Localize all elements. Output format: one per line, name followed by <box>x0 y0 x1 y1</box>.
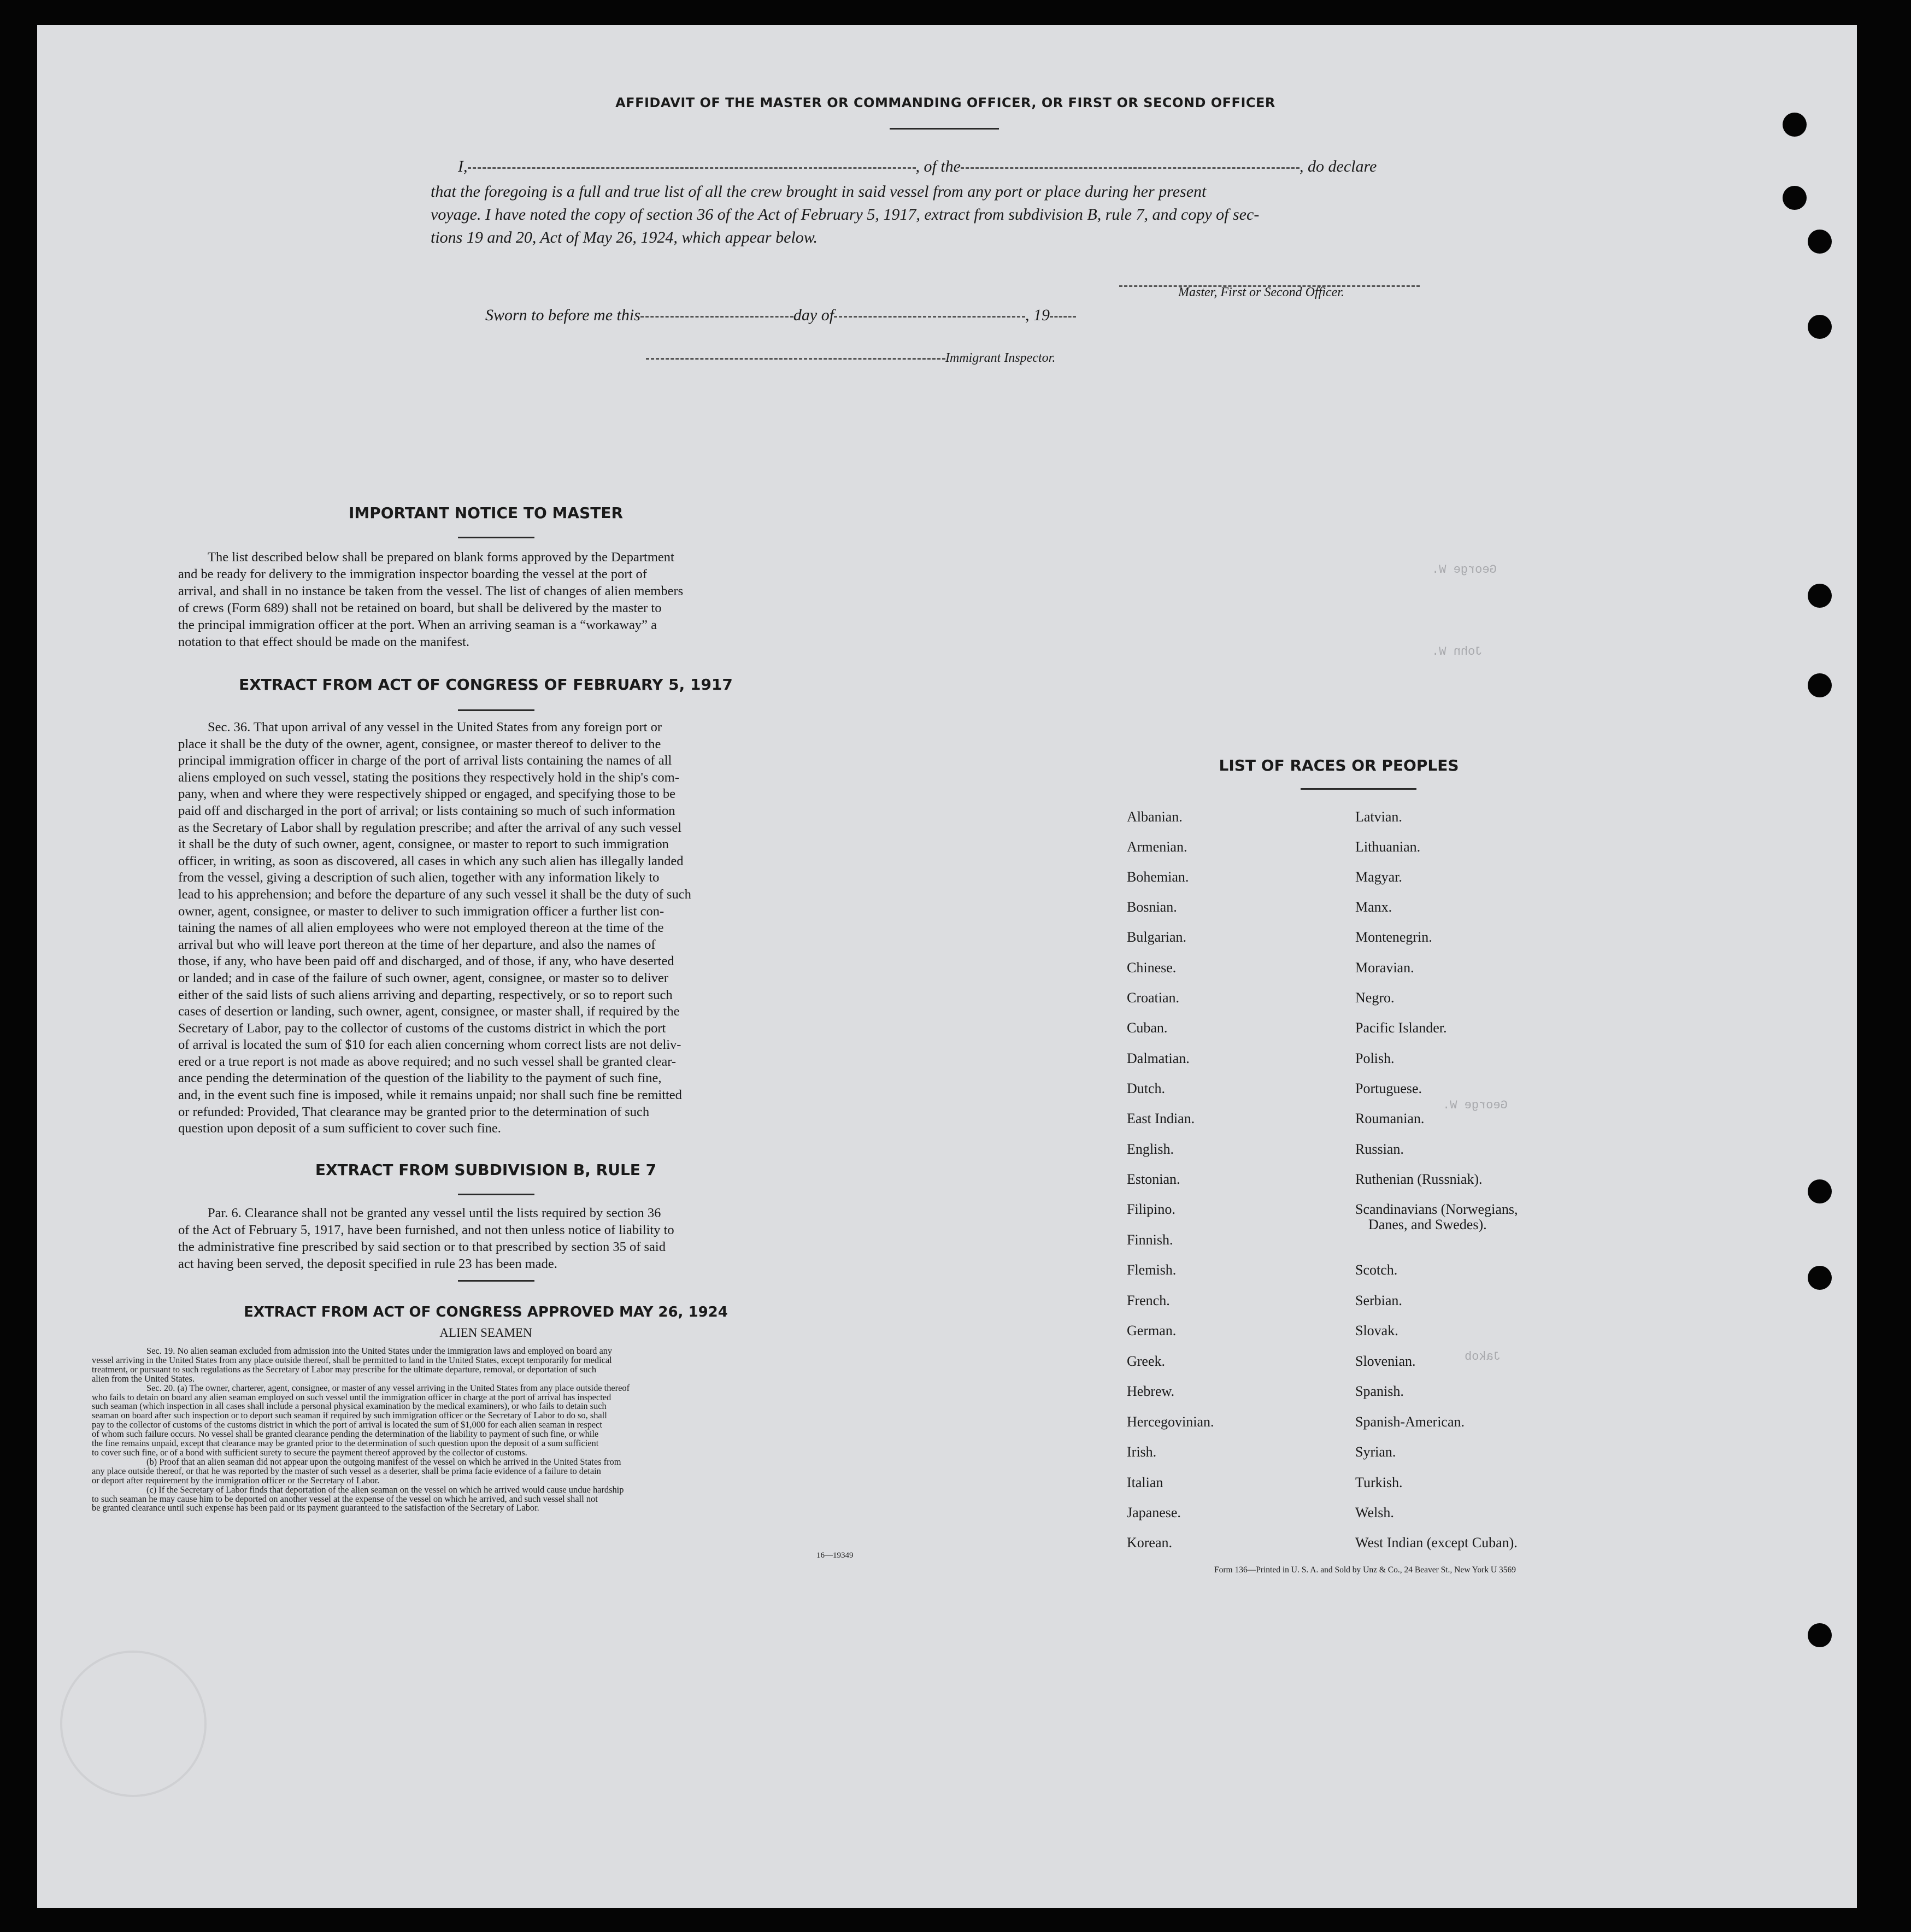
extract-1917-heading: EXTRACT FROM ACT OF CONGRESS OF FEBRUARY 5, 1917 <box>239 676 733 694</box>
race-item: Danes, and Swedes). <box>1368 1217 1487 1232</box>
extract-1917-line: pany, when and where they were respectively shipped or engaged, and specifying those to be <box>178 786 676 802</box>
binder-hole <box>1808 1623 1832 1647</box>
extract-1924-line: any place outside thereof, or that he was reported by the master of such vessel as a deserter, shall be prima facie evidence of a failure to detain <box>92 1465 601 1476</box>
extract-1917-line: officer, in writing, as soon as discovered, all cases in which any such alien has illegally landed <box>178 853 684 868</box>
race-item: Scandinavians (Norwegians, <box>1355 1201 1518 1217</box>
extract-1917-line: taining the names of all alien employees who were not employed thereon at the time of the <box>178 920 664 936</box>
binder-hole <box>1808 1266 1832 1290</box>
race-item: Scotch. <box>1355 1262 1398 1278</box>
extract-1924-line: pay to the collector of customs of the customs district in which the port of arrival is located the sum of $1,000 for each alien seaman in respect <box>92 1419 602 1430</box>
notice-rule <box>458 537 534 538</box>
extract-1924-body <box>92 1347 877 1513</box>
extract-1924-line: (c) If the Secretary of Labor finds that deportation of the alien seaman on the vessel on which he arrived would cause undue hardship <box>146 1484 624 1495</box>
race-item: Russian. <box>1355 1141 1404 1157</box>
race-item: Filipino. <box>1127 1201 1175 1217</box>
extract-1924-line: to cover such fine, or of a bond with sufficient surety to secure the payment thereof approved by the collector of customs. <box>92 1447 527 1458</box>
race-item: Hebrew. <box>1127 1383 1175 1399</box>
notice-line: arrival, and shall in no instance be taken from the vessel. The list of changes of alien members <box>178 584 684 598</box>
embossed-seal <box>60 1651 207 1797</box>
extract-1924-line: seaman on board after such inspection or to deport such seaman if required by such immigration officer or the Secretary of Labor to do so, shall <box>92 1410 607 1421</box>
race-item: Flemish. <box>1127 1262 1177 1278</box>
race-item: Chinese. <box>1127 960 1177 976</box>
rule7-line: act having been served, the deposit specified in rule 23 has been made. <box>178 1256 557 1271</box>
race-item: Manx. <box>1355 899 1392 915</box>
race-item: German. <box>1127 1323 1177 1338</box>
race-item: Armenian. <box>1127 839 1187 855</box>
inspector-caption: Immigrant Inspector. <box>945 351 1056 365</box>
race-item: Hercegovinian. <box>1127 1414 1214 1430</box>
extract-1917-line: cases of desertion or landing, such owner, agent, consignee, or master shall, if required by the <box>178 1004 680 1019</box>
rule7-line: of the Act of February 5, 1917, have been furnished, and not then unless notice of liability to <box>178 1223 674 1237</box>
extract-1917-line: arrival but who will leave port thereon at the time of her departure, and also the names of <box>178 937 656 952</box>
races-footer: Form 136—Printed in U. S. A. and Sold by Unz & Co., 24 Beaver St., New York U 3569 <box>1214 1565 1516 1575</box>
extract-1917-line: and, in the event such fine is imposed, while it remains unpaid; nor shall such fine be remitted <box>178 1088 682 1103</box>
notice-line: and be ready for delivery to the immigration inspector boarding the vessel at the port of <box>178 567 647 582</box>
race-item: Greek. <box>1127 1353 1166 1369</box>
extract-1917-line: lead to his apprehension; and before the departure of any such vessel it shall be the duty of such <box>178 886 691 902</box>
signature-caption: Master, First or Second Officer. <box>1178 285 1344 300</box>
extract-1924-line: to such seaman he may cause him to be deported on another vessel at the expense of the vessel on which he arrived, and such vessel shall not <box>92 1493 598 1504</box>
inspector-line <box>646 351 1055 366</box>
races-rule <box>1301 788 1416 790</box>
affidavit-i: I, <box>458 157 468 175</box>
extract-1924-line: of whom such failure occurs. No vessel shall be granted clearance pending the determination of the liability to payment of such fine, or while <box>92 1429 599 1440</box>
sworn-date-blank <box>640 316 793 318</box>
bleed-through-mark: John W. <box>1432 645 1483 659</box>
notice-line: notation to that effect should be made on the manifest. <box>178 635 469 649</box>
race-item: Montenegrin. <box>1355 929 1432 945</box>
race-item: Japanese. <box>1127 1505 1181 1520</box>
race-item: Dutch. <box>1127 1080 1166 1096</box>
binder-hole <box>1783 186 1807 210</box>
extract-1917-line: of arrival is located the sum of $10 for each alien concerning whom correct lists are not deliv- <box>178 1037 681 1053</box>
rule7-heading: EXTRACT FROM SUBDIVISION B, RULE 7 <box>315 1161 657 1179</box>
binder-hole <box>1808 315 1832 339</box>
extract-1917-line: or refunded: Provided, That clearance may be granted prior to the determination of such <box>178 1104 650 1119</box>
race-item: Cuban. <box>1127 1020 1168 1036</box>
race-item: Dalmatian. <box>1127 1050 1190 1066</box>
race-item: Negro. <box>1355 990 1395 1006</box>
sworn-month-blank <box>834 316 1025 318</box>
race-item: Bulgarian. <box>1127 929 1187 945</box>
extract-1917-line: paid off and discharged in the port of arrival; or lists containing so much of such information <box>178 803 675 818</box>
extract-1924-line: Sec. 19. No alien seaman excluded from admission into the United States under the immigration laws and employed on board any <box>146 1346 613 1356</box>
extract-1917-body <box>178 719 791 1137</box>
extract-1917-line: it shall be the duty of such owner, agent, consignee, or master to report to such immigration <box>178 837 669 852</box>
race-item: French. <box>1127 1293 1170 1308</box>
race-item: Pacific Islander. <box>1355 1020 1447 1036</box>
extract-1924-line: treatment, or pursuant to such regulations as the Secretary of Labor may prescribe for the ultimate departure, removal, or deportation of such <box>92 1364 597 1375</box>
races-heading: LIST OF RACES OR PEOPLES <box>1219 756 1459 774</box>
extract-1924-line: be granted clearance until such expense has been paid or its payment guaranteed to the satisfaction of the Secretary of Labor. <box>92 1502 539 1513</box>
race-item: Polish. <box>1355 1050 1395 1066</box>
notice-line: the principal immigration officer at the port. When an arriving seaman is a “workaway” a <box>178 618 657 632</box>
race-item: Spanish. <box>1355 1383 1404 1399</box>
name-blank <box>468 167 916 169</box>
race-item: Moravian. <box>1355 960 1414 976</box>
sworn-day: day of <box>793 306 834 324</box>
extract-1924-top-rule <box>458 1280 534 1282</box>
race-item: Magyar. <box>1355 869 1402 885</box>
sworn-year: , 19 <box>1025 306 1050 324</box>
extract-1924-line: Sec. 20. (a) The owner, charterer, agent, consignee, or master of any vessel arriving in the United States from any place outside thereof <box>146 1382 630 1393</box>
race-item: Estonian. <box>1127 1171 1180 1187</box>
binder-hole <box>1808 1179 1832 1203</box>
rule7-body <box>178 1205 791 1272</box>
race-item: Slovenian. <box>1355 1353 1416 1369</box>
inspector-blank <box>646 358 945 360</box>
race-item: Spanish-American. <box>1355 1414 1465 1430</box>
extract-1924-line: or deport after requirement by the immigration officer or the Secretary of Labor. <box>92 1475 380 1485</box>
rule7-rule <box>458 1194 534 1195</box>
extract-1924-subheading: ALIEN SEAMEN <box>439 1326 532 1340</box>
notice-line: of crews (Form 689) shall not be retained on board, but shall be delivered by the master to <box>178 601 662 615</box>
race-item: Lithuanian. <box>1355 839 1421 855</box>
extract-1917-rule <box>458 709 534 711</box>
race-item: Portuguese. <box>1355 1080 1422 1096</box>
sworn-line <box>485 306 1076 325</box>
race-item: Finnish. <box>1127 1232 1173 1248</box>
extract-1917-line: Secretary of Labor, pay to the collector of customs of the customs district in which the port <box>178 1020 666 1036</box>
binder-hole <box>1808 230 1832 254</box>
form-number: 16—19349 <box>816 1551 854 1560</box>
extract-1917-line: those, if any, who have been paid off and discharged, and of those, if any, who have deserted <box>178 954 674 969</box>
race-item: English. <box>1127 1141 1174 1157</box>
binder-hole <box>1808 673 1832 697</box>
extract-1924-line: vessel arriving in the United States from any place outside thereof, shall be permitted to land in the United States, except temporarily for medical <box>92 1354 612 1365</box>
extract-1917-line: as the Secretary of Labor shall by regulation prescribe; and after the arrival of any such vessel <box>178 820 682 835</box>
race-item: Bosnian. <box>1127 899 1177 915</box>
race-item: East Indian. <box>1127 1111 1195 1126</box>
notice-line: The list described below shall be prepared on blank forms approved by the Department <box>208 550 674 565</box>
extract-1917-line: principal immigration officer in charge of the port of arrival lists containing the names of all <box>178 753 672 768</box>
extract-1924-line: the fine remains unpaid, except that clearance may be granted prior to the determination of such question upon the deposit of a sum sufficient <box>92 1438 599 1449</box>
title-rule <box>890 128 999 130</box>
extract-1924-line: (b) Proof that an alien seaman did not appear upon the outgoing manifest of the vessel on which he arrived in the United States from <box>146 1456 621 1467</box>
extract-1917-line: or landed; and in case of the failure of such owner, agent, consignee, or master so to deliver <box>178 970 669 985</box>
race-item: Roumanian. <box>1355 1111 1425 1126</box>
vessel-blank <box>961 167 1300 169</box>
affidavit-line-1 <box>431 157 1453 176</box>
extract-1917-line: place it shall be the duty of the owner, agent, consignee, or master thereof to deliver to the <box>178 736 661 751</box>
notice-body <box>178 549 791 650</box>
race-item: Latvian. <box>1355 809 1402 825</box>
race-item: Bohemian. <box>1127 869 1189 885</box>
sworn-year-blank <box>1050 316 1076 318</box>
bleed-through-mark: George W. <box>1432 563 1497 577</box>
affidavit-line-4: tions 19 and 20, Act of May 26, 1924, which appear below. <box>431 228 818 246</box>
rule7-line: the administrative fine prescribed by said section or to that prescribed by section 35 of said <box>178 1240 666 1254</box>
affidavit-line-3: voyage. I have noted the copy of section 36 of the Act of February 5, 1917, extract from subdivision B, rule 7, and copy of sec- <box>431 205 1260 224</box>
extract-1917-line: ance pending the determination of the question of the liability to the payment of such fine, <box>178 1071 662 1086</box>
binder-hole <box>1808 584 1832 608</box>
extract-1917-line: from the vessel, giving a description of such alien, together with any information likely to <box>178 870 660 885</box>
sworn-prefix: Sworn to before me this <box>485 306 640 324</box>
race-item: Serbian. <box>1355 1293 1402 1308</box>
affidavit-title: AFFIDAVIT OF THE MASTER OR COMMANDING OFFICER, OR FIRST OR SECOND OFFICER <box>615 95 1275 110</box>
extract-1917-line: either of the said lists of such aliens arriving and departing, respectively, or so to report such <box>178 987 673 1002</box>
race-item: West Indian (except Cuban). <box>1355 1535 1518 1551</box>
race-item: Welsh. <box>1355 1505 1394 1520</box>
affidavit-of: , of the <box>915 157 961 175</box>
extract-1924-line: such seaman (which inspection in all cases shall include a personal physical examination by the medical examiners), or who fails to detain such <box>92 1401 607 1412</box>
rule7-line: Par. 6. Clearance shall not be granted any vessel until the lists required by section 36 <box>208 1206 661 1220</box>
extract-1917-line: Sec. 36. That upon arrival of any vessel in the United States from any foreign port or <box>208 720 662 735</box>
race-item: Italian <box>1127 1475 1163 1490</box>
race-item: Albanian. <box>1127 809 1183 825</box>
race-item: Slovak. <box>1355 1323 1398 1338</box>
extract-1924-line: who fails to detain on board any alien seaman employed on such vessel until the immigration officer in charge at the port of arrival has inspected <box>92 1391 611 1402</box>
race-item: Turkish. <box>1355 1475 1403 1490</box>
bleed-through-mark: George W. <box>1443 1099 1508 1112</box>
race-item: Croatian. <box>1127 990 1180 1006</box>
extract-1917-line: ered or a true report is not made as above required; and no such vessel shall be granted clear- <box>178 1054 677 1069</box>
race-item: Korean. <box>1127 1535 1173 1551</box>
affidavit-line-2: that the foregoing is a full and true list of all the crew brought in said vessel from any port or place during her present <box>431 183 1207 201</box>
bleed-through-mark: Jakob <box>1465 1350 1501 1364</box>
race-item: Irish. <box>1127 1444 1157 1460</box>
binder-hole <box>1783 113 1807 137</box>
extract-1917-line: question upon deposit of a sum sufficient to cover such fine. <box>178 1121 501 1136</box>
extract-1917-line: owner, agent, consignee, or master to deliver to such immigration officer a further list con- <box>178 903 665 919</box>
extract-1917-line: aliens employed on such vessel, stating the positions they respectively hold in the ship's com- <box>178 770 679 785</box>
notice-heading: IMPORTANT NOTICE TO MASTER <box>348 504 624 522</box>
extract-1924-heading: EXTRACT FROM ACT OF CONGRESS APPROVED MAY 26, 1924 <box>244 1304 728 1320</box>
affidavit-declare: , do declare <box>1300 157 1377 175</box>
race-item: Syrian. <box>1355 1444 1396 1460</box>
extract-1924-line: alien from the United States. <box>92 1373 195 1384</box>
race-item: Ruthenian (Russniak). <box>1355 1171 1483 1187</box>
